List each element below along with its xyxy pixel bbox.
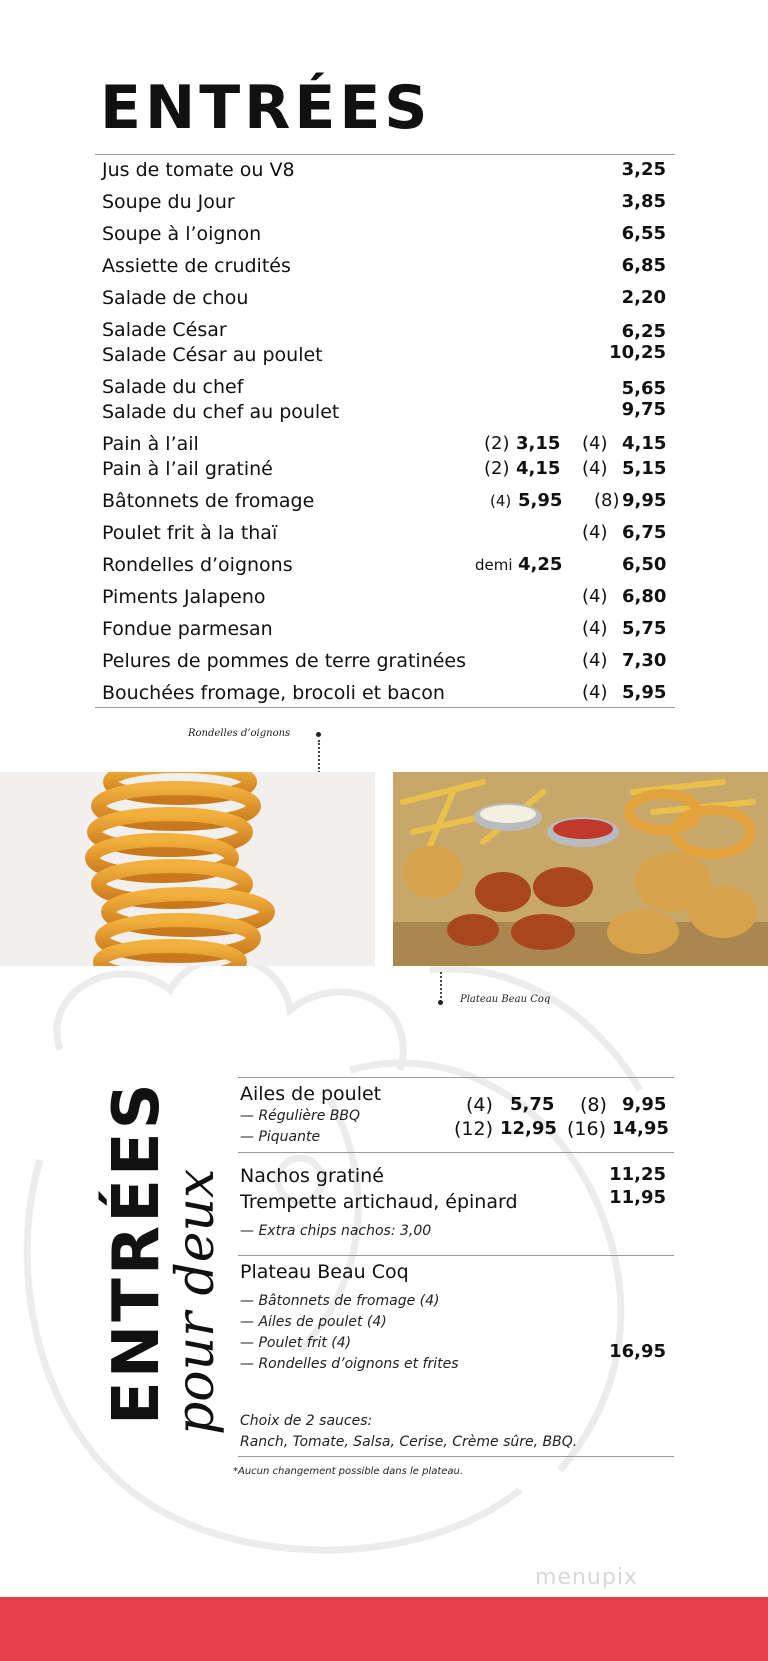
menu-item-price: 5,95	[518, 490, 563, 511]
menu-item-price: 9,95	[622, 1094, 667, 1115]
menu-item-name: Pain à l’ail gratiné	[102, 458, 273, 480]
menu-item-price: 6,85	[621, 255, 666, 276]
menu-item-name: Soupe à l’oignon	[102, 223, 262, 245]
footer-red-bar	[0, 1597, 768, 1661]
divider	[238, 1456, 674, 1457]
menu-item-name: Assiette de crudités	[102, 255, 291, 277]
quantity-label: (2)	[484, 433, 510, 454]
menu-item-price: 4,15	[516, 458, 561, 479]
list-bottom-divider	[95, 707, 675, 708]
quantity-label: (4)	[582, 682, 608, 703]
menu-item-name: Ailes de poulet	[240, 1083, 382, 1105]
menu-item-price: 5,75	[622, 618, 667, 639]
menu-item-price: 4,25	[518, 554, 563, 575]
divider	[238, 1077, 674, 1078]
menu-item-price: 5,95	[622, 682, 667, 703]
divider	[238, 1152, 674, 1153]
menu-item-price: 6,80	[622, 586, 667, 607]
menu-item-price: 9,95	[622, 490, 667, 511]
menu-item-price: 11,25	[609, 1164, 666, 1185]
menu-item-name: Jus de tomate ou V8	[102, 159, 295, 181]
quantity-label: (12)	[454, 1118, 494, 1140]
menu-item-name: Nachos gratiné	[240, 1165, 384, 1187]
menu-item-name: Salade César	[102, 319, 227, 341]
menu-item-name: Rondelles d’oignons	[102, 554, 293, 576]
sauce-choice-list: Ranch, Tomate, Salsa, Cerise, Crème sûre, BBQ.	[240, 1434, 578, 1450]
menu-item-price: 16,95	[609, 1341, 666, 1362]
quantity-label: (8)	[594, 490, 620, 511]
quantity-label: (4)	[582, 522, 608, 543]
menu-item-price: 3,25	[621, 159, 666, 180]
quantity-label: (4)	[582, 586, 608, 607]
menu-item-price: 11,95	[609, 1187, 666, 1208]
divider	[238, 1255, 674, 1256]
title-divider	[95, 154, 675, 155]
menu-item-name: Salade César au poulet	[102, 344, 323, 366]
quantity-label: (4)	[490, 492, 512, 510]
watermark: menupix	[535, 1565, 638, 1590]
menu-item-name: Salade du chef au poulet	[102, 401, 340, 423]
menu-item-price: 6,55	[621, 223, 666, 244]
menu-item-price: 7,30	[622, 650, 667, 671]
menu-item-name: Plateau Beau Coq	[240, 1261, 409, 1283]
onion-rings-photo	[0, 772, 375, 966]
menu-item-name: Soupe du Jour	[102, 191, 235, 213]
menu-item-option: — Rondelles d’oignons et frites	[240, 1356, 459, 1372]
menu-item-option: — Piquante	[240, 1129, 321, 1145]
menu-item-option: — Régulière BBQ	[240, 1108, 360, 1124]
menu-item-option: — Ailes de poulet (4)	[240, 1314, 387, 1330]
photo-caption: Plateau Beau Coq	[460, 994, 551, 1005]
menu-item-price: 5,15	[622, 458, 667, 479]
menu-item-price: 6,75	[622, 522, 667, 543]
caption-leader-line	[440, 972, 442, 998]
quantity-label: (4)	[582, 618, 608, 639]
menu-item-name: Poulet frit à la thaï	[102, 522, 278, 544]
menu-item-price: 14,95	[612, 1118, 669, 1139]
menu-item-price: 4,15	[622, 433, 667, 454]
caption-dot	[438, 1000, 443, 1005]
quantity-label: (16)	[567, 1118, 607, 1140]
section-title-vertical: ENTRÉES	[100, 1080, 174, 1425]
menu-item-price: 12,95	[500, 1118, 557, 1139]
menu-item-price: 9,75	[621, 399, 666, 420]
menu-item-name: Salade de chou	[102, 287, 249, 309]
quantity-label: (4)	[582, 650, 608, 671]
menu-item-price: 6,25	[621, 321, 666, 342]
menu-item-price: 5,65	[621, 378, 666, 399]
menu-item-price: 3,15	[516, 433, 561, 454]
plateau-beau-coq-photo	[393, 772, 768, 966]
quantity-label: demi	[475, 556, 513, 574]
menu-item-price: 6,50	[622, 554, 667, 575]
menu-item-price: 2,20	[621, 287, 666, 308]
caption-dot	[316, 732, 321, 737]
page-title: ENTRÉES	[100, 73, 432, 143]
menu-item-price: 3,85	[621, 191, 666, 212]
menu-item-name: Bâtonnets de fromage	[102, 490, 315, 512]
quantity-label: (4)	[582, 433, 608, 454]
footnote: *Aucun changement possible dans le plateau.	[233, 1466, 464, 1477]
quantity-label: (4)	[466, 1094, 493, 1116]
menu-item-name: Trempette artichaud, épinard	[240, 1191, 518, 1213]
quantity-label: (8)	[580, 1094, 607, 1116]
sauce-choice-label: Choix de 2 sauces:	[240, 1413, 373, 1429]
menu-item-name: Bouchées fromage, brocoli et bacon	[102, 682, 445, 704]
menu-item-price: 5,75	[510, 1094, 555, 1115]
menu-item-option: — Bâtonnets de fromage (4)	[240, 1293, 440, 1309]
quantity-label: (4)	[582, 458, 608, 479]
menu-item-name: Fondue parmesan	[102, 618, 273, 640]
menu-item-name: Pelures de pommes de terre gratinées	[102, 650, 467, 672]
menu-item-option: — Poulet frit (4)	[240, 1335, 352, 1351]
photo-caption: Rondelles d’oignons	[188, 728, 291, 739]
menu-item-price: 10,25	[609, 342, 666, 363]
menu-item-name: Pain à l’ail	[102, 433, 199, 455]
section-subtitle-script: pour deux	[166, 1168, 226, 1435]
quantity-label: (2)	[484, 458, 510, 479]
menu-item-name: Piments Jalapeno	[102, 586, 266, 608]
menu-item-note: — Extra chips nachos: 3,00	[240, 1223, 432, 1239]
menu-item-name: Salade du chef	[102, 376, 244, 398]
